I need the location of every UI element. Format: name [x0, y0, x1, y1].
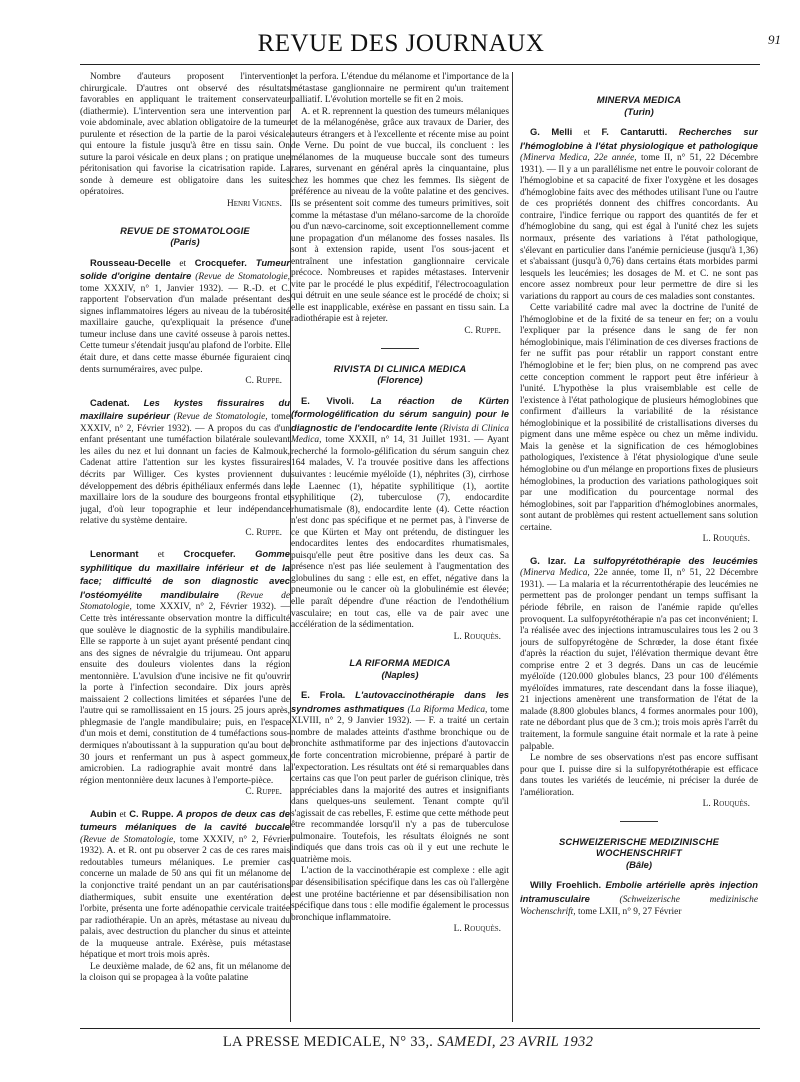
article-author: Cadenat.	[90, 396, 130, 408]
article-title: Tumeur solide d'origine dentaire	[80, 256, 290, 282]
article-body: tome XXXII, n° 14, 31 Juillet 1931. — Ayant recherché la formolo-gélification du sérum sanguin chez 164 malades, V. l'a trouvée positive dans les affections suivantes : leucémie myéloïde (1), néphrites (3), cirrhose de Laennec (1), hépatite syphilitique (1), aortite syphilitique (2), tuberculose (7), endocardite rhumatismale (8), endocardite lente (4). Cette réaction n'est donc pas spécifique et ne permet pas, à l'inverse de ce que Kürten et May ont prétendu, de distinguer les endocardites lentes des endocardites rhumatismales, puisqu'elle peut être positive dans les deux cas. Sa présence n'est pas liée seulement à l'augmentation des globulines du sang : elle est, en effet, négative dans la pneumonie ou le cancer où la globulinémie est élevée; elle paraît dépendre d'une réaction de l'endothélium vasculaire; en tout cas, elle va de pair avec une accélération de la sédimentation.	[291, 435, 509, 631]
signature: C. Ruppe.	[245, 527, 282, 538]
section-city: (Florence)	[377, 374, 423, 386]
article-source: (Revue de Stomatologie,	[80, 590, 290, 613]
article-author: C. Ruppe.	[129, 807, 174, 819]
paragraph: et la perfora. L'étendue du mélanome et l'importance de la métastase ganglionnaire ne permirent qu'un traitement palliatif. L'évolution mortelle se fit en 2 mois.	[291, 72, 509, 106]
article-entry	[80, 397, 290, 528]
article-entry	[80, 257, 290, 376]
article-entry	[80, 808, 290, 962]
column-middle	[291, 72, 509, 1024]
article-author: G. Melli	[530, 126, 573, 138]
article-title: La sulfopyrétothérapie des leucémies	[566, 554, 758, 566]
article-author: Aubin	[90, 807, 117, 819]
article-author: E. Frola.	[301, 689, 346, 701]
article-source: (Minerva Medica, 22e année,	[520, 153, 637, 164]
footer-date: . SAMEDI, 23 AVRIL 1932	[429, 1034, 594, 1050]
section-divider	[620, 821, 658, 822]
article-title: Les kystes fissuraires du maxillaire supérieur	[80, 396, 290, 422]
article-body: tome XXXIV, n° 2, Février 1932). — A propos du cas d'un enfant présentant une tuméfaction bilatérale soulevant les ailes du nez et lui donnant un facies de Kalmouk, Cadenat attire l'attention sur les kystes fissuraires décrits par Williger. Ces kystes proviennent du développement des débris épithéliaux enfermés dans le maxillaire lors de la soudure des bourgeons frontal et jugal, d'où leur topographie et leur indépendance relative du système dentaire.	[80, 412, 290, 527]
article-body: 22e année, tome II, n° 51, 22 Décembre 1931). — La malaria et la récurrentothérapie des leucémies ne permettent pas de prolonger pendant un temps suffisant la période fébrile, en raison de l'anémie rapide qu'elles provoquent. La sulfopyrétothérapie n'a pas cet inconvénient; I. l'a réalisée avec des injections intramusculaires tous les 2 ou 3 jours de sulfopyrétogène de Schrœder, la dose étant fixée d'après la réaction du sujet, l'élévation thermique devant être comprise entre 2 et 3 degrés. Dans un cas de leucémie myéloïde (120.000 globules blancs, 23 pour 100 d'éléments myéloïdes immatures, rate descendant dans la fosse iliaque), 21 injections amenèrent une transformation de l'état de la malade (8.800 globules blancs, 4 formes anormales pour 100), rate ne débordant plus que de 3 cm.); trois mois après l'arrêt du traitement, la formule sanguine était normale et la rate à peine palpable.	[520, 568, 758, 752]
paragraph: Nombre d'auteurs proposent l'intervention chirurgicale. D'autres ont observé des résultats favorables en appliquant le traitement conservateur (diathermie). L'intervention sera une intervention par voie abdominale, avec ablation obligatoire de la tumeur purulente et résection de la partie de la paroi vésicale qui entoure la fistule jusqu'à être en tissu sain. On suture la paroi vésicale en deux plans ; on pratique une péritonisation qui favorise la cicatrisation rapide. La sonde à demeure est obligatoire dans les suites opératoires.	[80, 72, 290, 198]
signature: L. Rouquès.	[702, 799, 750, 810]
article-source: (Rivista di Clinica Medica,	[291, 423, 509, 446]
section-divider	[381, 348, 419, 349]
article-author: Rousseau-Decelle	[90, 256, 171, 268]
section-title: RIVISTA DI CLINICA MEDICA	[333, 362, 467, 374]
article-author: Crocquefer.	[194, 256, 247, 268]
article-source: (Revue de Stomatologie,	[169, 412, 268, 423]
signature: L. Rouquès.	[702, 534, 750, 545]
article-entry	[520, 555, 758, 753]
section-title: MINERVA MEDICA	[596, 94, 682, 105]
article-source: (Schweizerische medizinische Wochenschrift,	[520, 895, 758, 917]
article-title: La réaction de Kürten (formologélification du sérum sanguin) pour le diagnostic de l'endocardite lente	[291, 394, 509, 433]
section-title: REVUE DE STOMATOLOGIE	[120, 224, 250, 236]
author-conjunction: et	[170, 258, 195, 269]
section-city: (Turin)	[624, 105, 654, 117]
article-entry	[291, 689, 509, 866]
article-body: tome XLVIII, n° 2, 9 Janvier 1932). — F. a traité un certain nombre de malades atteints d'asthme bronchique ou de bronchite asthmatiforme par des injections d'autovaccin de forte concentration microbienne, préparé à partir de l'expectoration. Les résultats ont été si remarquables dans certains cas que l'on peut parler de guérison clinique, très appréciables dans la majorité des autres et insignifiants dans quelques-uns seulement. Tenant compte qu'il s'agissait de cas rebelles, F. estime que cette méthode peut être recommandée lorsqu'il n'y a pas de tuberculose pulmonaire. Toutefois, les résultats éloignés ne sont indiqués que dans trois cas où il y eut une rechute le quatrième mois.	[291, 704, 509, 865]
article-title: Recherches sur l'hémoglobine à l'état physiologique et pathologique	[520, 126, 758, 151]
section-city: (Bâle)	[625, 858, 653, 870]
signature: L. Rouquès.	[453, 631, 501, 642]
signature: C. Ruppe.	[245, 787, 282, 798]
section-city: (Paris)	[170, 236, 200, 248]
paragraph: L'action de la vaccinothérapie est complexe : elle agit par désensibilisation spécifique dans les cas où l'allergène est une protéine bactérienne et par désensibilisation non spécifique dans tous : elle modifie également le processus bronchique inflammatoire.	[291, 866, 509, 923]
header-rule	[80, 64, 760, 65]
article-entry	[520, 126, 758, 303]
author-conjunction: et	[572, 128, 602, 139]
paragraph: Le nombre de ses observations n'est pas encore suffisant pour que I. puisse dire si la sulfopyrétothérapie est efficace dans toutes les variétés de leucémie, ni préciser la durée de l'amélioration.	[520, 753, 758, 798]
article-author: E. Vivoli.	[301, 394, 354, 406]
article-source: (La Riforma Medica,	[404, 704, 488, 715]
article-author: Lenormant	[90, 548, 139, 560]
article-body: tome XXXIV, n° 1, Janvier 1932). — R.-D. et C. rapportent l'observation d'un malade présentant des signes inflammatoires légers au niveau de la tubérosité maxillaire gauche, qu'expliquait la présence d'une tumeur incluse dans une cavité osseuse à parois nettes. Cette tumeur s'étendait jusqu'au plafond de l'orbite. Elle était dure, et dans cette masse éburnée figuraient cinq dents surnuméraires, avec pulpe.	[80, 283, 290, 375]
paragraph: A. et R. reprennent la question des tumeurs mélaniques et de la mélanogénèse, grâce aux travaux de Darier, des auteurs étrangers et à l'excellente et récente mise au point de Verne. Du point de vue buccal, ils concluent : les mélanomes de la muqueuse buccale sont des tumeurs rares, survenant en général après la cinquantaine, plus chez les hommes que chez les femmes. Ils siègent de préférence au niveau de la voûte palatine et des gencives. Ils se présentent soit comme des tumeurs primitives, soit comme la métastase d'un mélano-sarcome de la choroïde ou d'un nævo-carcinome, soit exceptionnellement comme une propagation d'un mélanome des fosses nasales. Ils sont à extension rapide, usent l'os sous-jacent et entraînent une infestation ganglionnaire cervicale précoce. Nombreuses et rapides métastases. Intervenir vite par le procédé le plus expéditif, l'électrocoagulation qui détruit en une seule séance est le procédé de choix; si elle est inapplicable, exérèse en passant en tissu sain. La radiothérapie est à rejeter.	[291, 106, 509, 325]
signature: C. Ruppe.	[245, 376, 282, 387]
page-number: 91	[768, 32, 781, 47]
page-footer	[198, 1034, 618, 1051]
article-source: (Revue de Stomatologie,	[191, 272, 290, 283]
article-author: G. Izar.	[530, 554, 567, 566]
signature: C. Ruppe.	[464, 326, 501, 337]
column-right	[520, 72, 758, 1024]
article-title: Embolie artérielle après injection intramusculaire	[520, 879, 758, 904]
article-author: Crocquefer.	[183, 548, 236, 560]
article-title: Gomme syphilitique du maxillaire inférieur et de la face; difficulté de son diagnostic avec l'ostéomyélite mandibulaire	[80, 548, 290, 600]
article-title: L'autovaccinothérapie dans les syndromes asthmatiques	[291, 689, 509, 714]
footer-rule	[80, 1028, 760, 1029]
article-entry	[291, 395, 509, 632]
article-body: tome II, n° 51, 22 Décembre 1931). — Il y a un parallélisme net entre le pouvoir colorant de l'hémoglobine et sa capacité de fixer l'oxygène et les dosages d'hémoglobine faits avec des méthodes utilisant l'une ou l'autre de ces propriétés donnent des chiffres concordants. Au contraire, l'indice ferrique ou rapport des quantités de fer et d'hémoglobine du sang, qui est égal à l'unité chez les sujets normaux, présente des variations à l'état pathologique, s'élevant en particulier dans l'anémie pernicieuse (jusqu'à 1,36) et s'abaissant (jusqu'à 0,76) dans certains états morbides parmi lesquels les leucémies; les dosages de M. et C. ne sont pas encore assez nombreux pour leur permettre de dire si les variations du rapport au cours de ces maladies sont constantes.	[520, 153, 758, 302]
column-divider	[512, 72, 513, 1022]
signature: Henri Vignes.	[227, 199, 282, 210]
section-title: LA RIFORMA MEDICA	[349, 657, 451, 669]
article-title: A propos de deux cas de tumeurs mélaniques de la cavité buccale	[80, 807, 290, 833]
author-conjunction: et	[138, 550, 184, 561]
author-conjunction: et	[116, 809, 130, 820]
article-author: F. Cantarutti.	[601, 126, 668, 138]
article-body: tome LXII, n° 9, 27 Février	[575, 906, 682, 917]
article-source: (Revue de Stomatologie,	[80, 834, 176, 845]
article-body: tome XXXIV, n° 2, Février 1932). — Cette très intéressante observation montre la difficulté que soulève le diagnostic de la syphilis mandibulaire. Elle se rapporte à un sujet ayant présenté pendant cinq ans des signes de névralgie du trijumeau. Ont apparu ensuite des douleurs violentes dans la région mentonnière. L'avulsion d'une incisive ne fit qu'ouvrir la porte à l'infection secondaire. Dix jours après maissaient 2 collections limitées et séparées l'une de l'autre qui se ramollissaient en 15 jours. 25 jours après, phlegmasie de l'angle mandibulaire; puis, en l'espace d'un mois et demi, constitution de 4 tuméfactions sous-dermiques n'aboutissant à la suppuration qu'au bout de 30 jours et renfermant un pus à aspect gommeux, amicrobien. La radiographie avait montré dans la région mentonnière deux lacunes à l'emporte-pièce.	[80, 602, 290, 786]
article-entry	[80, 548, 290, 787]
page-header-title: REVUE DES JOURNAUX	[257, 30, 545, 57]
section-city: (Naples)	[381, 668, 419, 680]
signature: L. Rouquès.	[453, 924, 501, 935]
article-source: (Minerva Medica,	[520, 568, 590, 579]
section-title: SCHWEIZERISCHE MEDIZINISCHE WOCHENSCHRIFT	[558, 835, 720, 859]
column-left	[80, 72, 290, 1024]
article-body: tome XXXIV, n° 2, Février 1932). A. et R. ont pu observer 2 cas de ces rares mais redoutables tumeurs mélaniques. Le premier cas concerne un malade de 50 ans qui fit un mélanome de la conjonctive traité pendant un an par cautérisations diathermiques, subit ensuite une exentération de l'orbite, présenta une forte adénopathie cervicale traitée par radiothérapie. Un an après, métastase au niveau du palais, avec destruction du plancher du sinus et atteinte de la muqueuse antrale. Exérèse, puis métastase hépatique et mort trois mois après.	[80, 834, 290, 961]
article-entry	[520, 879, 758, 918]
article-author: Willy Froehlich.	[530, 879, 602, 891]
footer-journal: LA PRESSE MEDICALE, N° 33,	[222, 1034, 430, 1050]
paragraph: Le deuxième malade, de 62 ans, fit un mélanome de la cloison qui se propagea à la voûte palatine	[80, 961, 290, 984]
paragraph: Cette variabilité cadre mal avec la doctrine de l'unité de l'hémoglobine et de la fixité de sa teneur en fer; on a voulu l'expliquer par la présence dans le sang de fer non hémoglobinique, mais l'élimination de ces diverses fractions de fer ne suffit pas pour rétablir un rapport constant entre l'hémoglobine et le fer; bien plus, on ne comprend pas avec cette conception comment le rapport peut être inférieur à l'unité. L'hypothèse la plus vraisemblable est celle de l'existence à l'état pathologique de plusieurs hémoglobines que confirment d'ailleurs la variabilité de la résistance hémoglobinique et la possibilité de cristallisations diverses du pigment dans une même espèce ou chez un même individu. Mais la genèse et la signification de ces hémoglobines pathologiques, l'existence à l'état physiologique d'une seule hémoglobine ou d'un mélange en proportions fixes de plusieurs hémoglobines, la production des variations pathologiques soit par une modification du pourcentage normal des hémoglobines, soit par l'apparition d'hémoglobines anormales, sont autant de problèmes qui restent actuellement sans solution certaine.	[520, 303, 758, 533]
